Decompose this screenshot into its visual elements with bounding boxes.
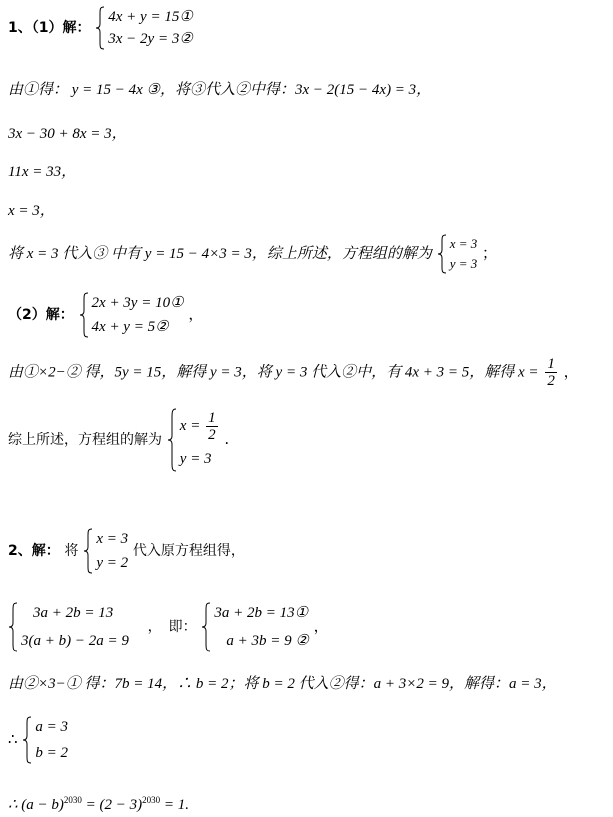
p2-header-line: [8, 292, 203, 338]
p2-conclusion-end: .: [224, 430, 230, 448]
p2-conclusion-text: 综上所述，方程组的解为: [8, 432, 162, 448]
brace-icon: [8, 602, 18, 652]
p2-step1-end: ，: [563, 362, 579, 381]
p1-header-line: [8, 6, 193, 50]
p2-system-end: ，: [188, 305, 204, 323]
q2-step1: 由②×3−① 得：7b = 14，∴ b = 2；将 b = 2 代入②得：a + 3×2 = 9，解得：a = 3，: [8, 676, 557, 692]
q2-systems-line: [8, 602, 329, 652]
p1-step1: 由①得： y = 15 − 4x ③，将③代入②中得：3x − 2(15 − 4x) = 3，: [8, 82, 432, 98]
p1-eq2: 3x − 2y = 3②: [108, 31, 193, 47]
p1-answer-y: y = 3: [449, 256, 478, 271]
q2-result: [8, 716, 68, 764]
q2-header-line: [8, 528, 245, 574]
p1-step3: 11x = 33，: [8, 164, 77, 180]
q2-label: 2、解：: [8, 543, 60, 559]
brace-icon: [167, 408, 177, 472]
brace-icon: [201, 602, 211, 652]
p2-answer-fraction: $\frac{1}{2}$: [208, 410, 216, 444]
p1-system: [95, 6, 193, 50]
q2-sysA-eq2: 3(a + b) − 2a = 9: [21, 633, 129, 649]
brace-icon: [83, 528, 93, 574]
q2-sysB-eq1: 3a + 2b = 13①: [214, 605, 309, 621]
p2-answer-system: [167, 408, 220, 472]
p1-answer-x: x = 3: [449, 236, 478, 251]
q2-sub-system: [83, 528, 128, 574]
p2-fraction: $\frac{1}{2}$: [547, 356, 555, 389]
q2-final: ∴ $(a - b)^{2030} = (2 - 3)^{2030} = 1$.: [8, 795, 190, 813]
q2-lead-end: 代入原方程组得，: [132, 543, 245, 559]
p2-step1: [8, 356, 579, 389]
q2-sysA-eq1: 3a + 2b = 13: [33, 605, 114, 621]
q2-mid: ， 即：: [147, 619, 197, 635]
exponent-1: 2030: [63, 795, 82, 805]
p2-conclusion: [8, 408, 229, 472]
p2-system: [79, 292, 184, 338]
p2-eq2: 4x + y = 5②: [91, 319, 169, 335]
p1-label: 1、（1）解：: [8, 20, 91, 36]
p1-step4: x = 3，: [8, 203, 55, 219]
q2-system-b: [201, 602, 308, 652]
p2-answer-x: x = $\frac{1}{2}$: [179, 410, 216, 444]
p1-conclusion: [8, 234, 497, 274]
p2-eq1: 2x + 3y = 10①: [91, 295, 184, 311]
p1-answer-system: [437, 234, 478, 274]
q2-result-system: [22, 716, 68, 764]
brace-icon: [437, 234, 447, 274]
q2-sub-y: y = 2: [96, 555, 129, 571]
q2-result-a: a = 3: [35, 719, 68, 735]
exponent-2: 2030: [142, 795, 161, 805]
p1-conclusion-end: ；: [482, 244, 498, 262]
q2-result-b: b = 2: [35, 745, 68, 761]
q2-sysB-eq2: a + 3b = 9 ②: [226, 633, 309, 649]
p2-label: （2）解：: [8, 307, 74, 323]
p2-step1-text: 由①×2−② 得，5y = 15，解得 y = 3，将 y = 3 代入②中，有 4x + 3 = 5，解得 x =: [8, 364, 539, 381]
therefore-icon: ∴: [8, 730, 18, 748]
q2-sub-x: x = 3: [96, 531, 129, 547]
brace-icon: [22, 716, 32, 764]
p1-conclusion-text: 将 x = 3 代入③ 中有 y = 15 − 4×3 = 3，综上所述，方程组的解为: [8, 246, 432, 262]
p1-eq1: 4x + y = 15①: [108, 9, 193, 25]
q2-sysB-end: ，: [313, 617, 329, 635]
brace-icon: [95, 6, 105, 50]
q2-lead: 将: [64, 543, 79, 559]
p1-step2: 3x − 30 + 8x = 3，: [8, 126, 127, 142]
p2-answer-y: y = 3: [179, 451, 212, 467]
q2-system-a: [8, 602, 129, 652]
brace-icon: [79, 292, 89, 338]
